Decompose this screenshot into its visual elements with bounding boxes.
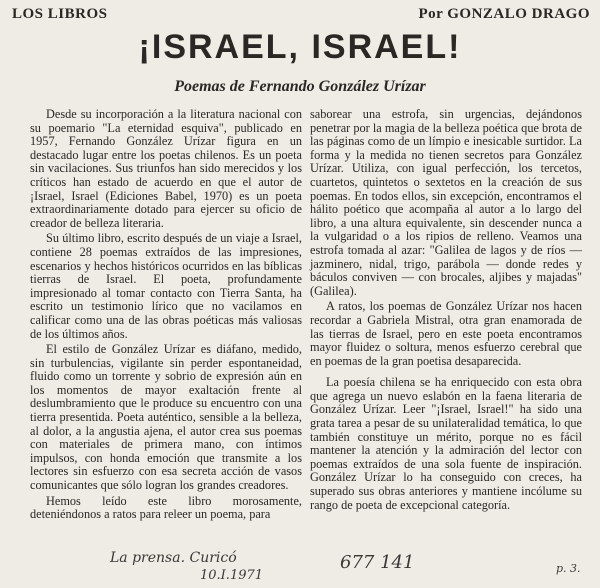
left-column bbox=[30, 108, 302, 524]
handwritten-source: La prensa. Curicó bbox=[110, 550, 237, 566]
paragraph: Su último libro, escrito después de un viaje a Israel, contiene 28 poemas extraídos de las impresiones, escenarios y hechos históricos ocurridos en las bíblicas tierras de Israel. El poeta, profundamente impresionado al tomar contacto con Tierra Santa, ha escrito un testimonio lírico que no vacilamos en calificar como una de las obras poéticas más valiosas de los últimos años. bbox=[30, 231, 302, 341]
right-column bbox=[310, 108, 582, 514]
article-subtitle: Poemas de Fernando González Urízar bbox=[174, 78, 426, 95]
paragraph: Hemos leído este libro morosamente, deteniéndonos a ratos para releer un poema, para bbox=[30, 493, 302, 522]
handwritten-date: 10.I.1971 bbox=[200, 568, 264, 583]
paragraph: A ratos, los poemas de González Urízar nos hacen recordar a Gabriela Mistral, otra gran enamorada de las tierras de Israel, pero en este poeta encontramos mayor fluidez o soltura, menos esfuerzo cerebral que en poemas de la gran poetisa desaparecida. bbox=[310, 299, 582, 368]
paragraph: La poesía chilena se ha enriquecido con esta obra que agrega un nuevo eslabón en la faena literaria de González Urízar. Leer "¡Israel, Israel!" ha sido una grata tarea a pesar de su unilateralidad temática, lo que también constituye un mérito, porque no es fácil mantener la atención y la admiración del lector con poemas extraídos de una sola fuente de inspiración. González Urízar lo ha conseguido con creces, ha superado sus obras anteriores y mantiene incólume su rango de poeta de excepcional categoría. bbox=[310, 375, 582, 512]
author-byline: Por GONZALO DRAGO bbox=[418, 6, 590, 22]
paragraph: El estilo de González Urízar es diáfano, medido, sin turbulencias, vigilante sin perder espontaneidad, fluido como un torrente y sobrio de expresión aún en los momentos de mayor exaltación frente al deslumbramiento que le produce su encuentro con una tierra presentida. Poeta auténtico, sensible a la belleza, al dolor, a la angustia ajena, el autor crea sus poemas con materiales de primera mano, con íntimos impulsos, con honda emoción que transmite a los lectores sin esfuerzo con esa secreta acción de vasos comunicantes que sólo logran los grandes creadores. bbox=[30, 342, 302, 493]
paragraph: saborear una estrofa, sin urgencias, dejándonos penetrar por la magia de la belleza poética que brota de las páginas como de un límpio e inesicable surtidor. La forma y la medida no tienen secretos para González Urízar. Utiliza, con igual perfección, los tercetos, cuartetos, quintetos o sextetos en la creación de sus poemas. En todos ellos, sin excepción, encontramos el hálito poético que acompaña al autor a lo largo del libro, a una altura equivalente, sin descender nunca a la vulgaridad o a los ripios de relleno. Veamos una estrofa tomada al azar: "Galilea de lagos y de ríos — jazminero, nidal, trigo, parábola — donde redes y báculos conviven — con brocales, aljibes y majadas" (Galilea). bbox=[310, 107, 582, 298]
section-label: LOS LIBROS bbox=[12, 6, 108, 22]
paragraph: Desde su incorporación a la literatura nacional con su poemario "La eternidad esquiva", publicado en 1957, Fernando González Urízar figura en un destacado lugar entre los poetas chilenos. Es un poeta sin vacilaciones. Sus triunfos han sido merecidos y los críticos han estado de acuerdo en que el autor de ¡Israel, Israel (Ediciones Babel, 1970) es un poeta extraordinariamente dotado para ejercer su oficio de creador de belleza literaria. bbox=[30, 107, 302, 230]
handwritten-number: 677 141 bbox=[340, 552, 415, 573]
handwritten-page: p. 3. bbox=[556, 562, 581, 575]
article-title: ¡ISRAEL, ISRAEL! bbox=[138, 28, 462, 66]
